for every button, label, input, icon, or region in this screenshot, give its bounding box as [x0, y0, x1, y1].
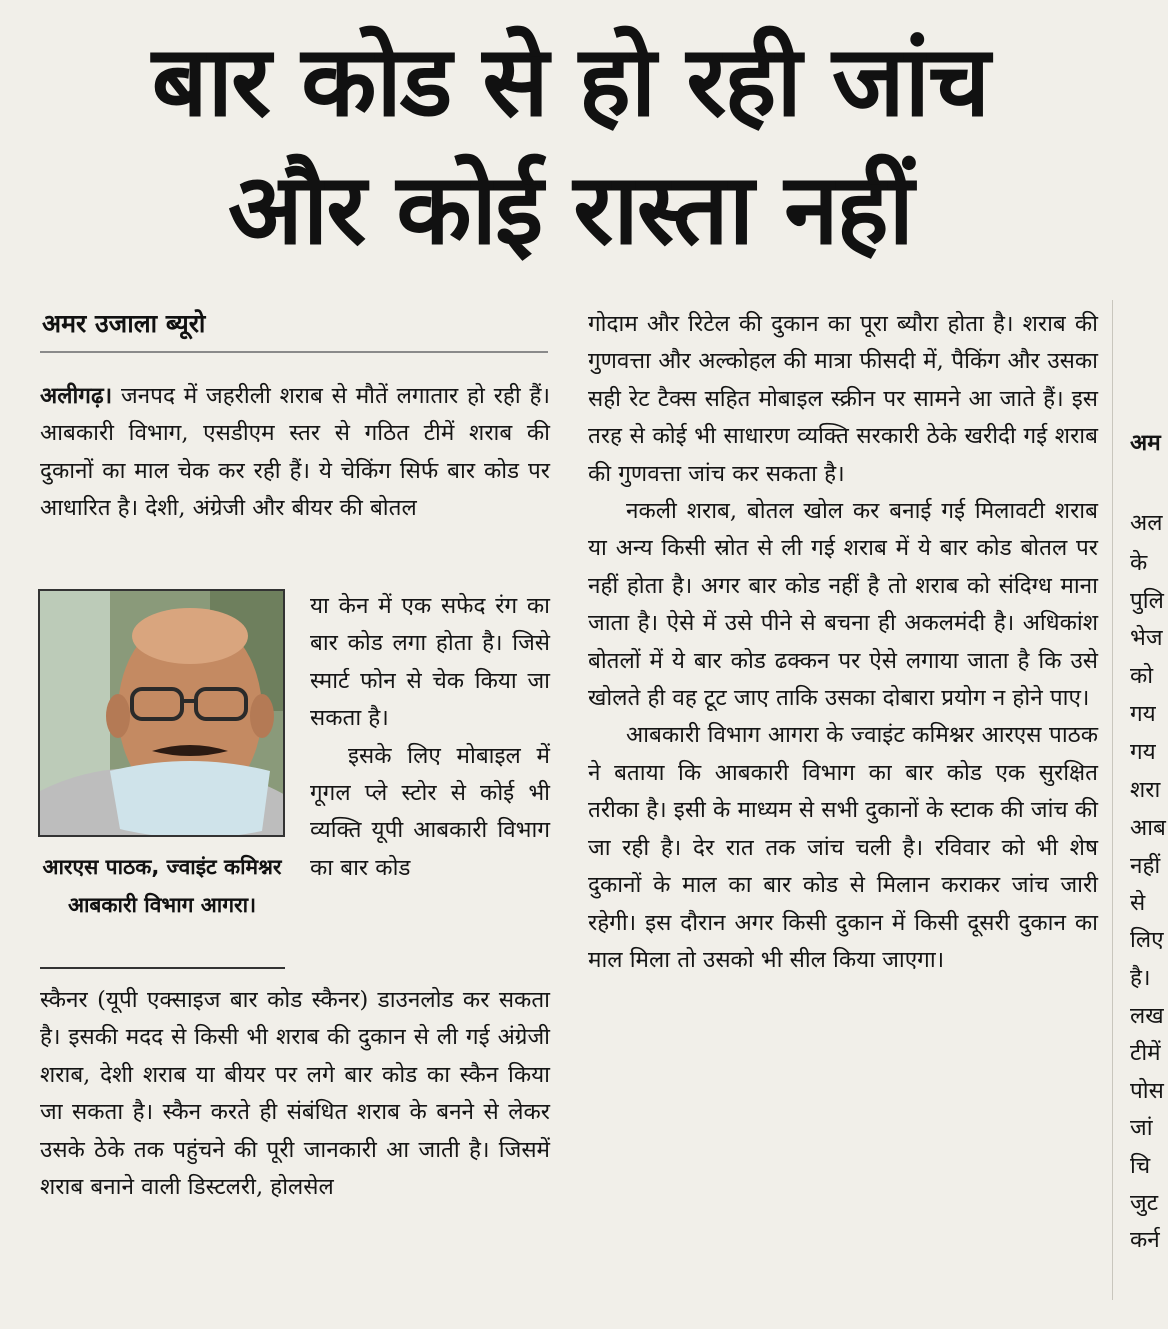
column-3-fragment: जां	[1130, 1115, 1153, 1141]
column-2-para-1: गोदाम और रिटेल की दुकान का पूरा ब्यौरा होता है। शराब की गुणवत्ता और अल्कोहल की मात्रा फीसदी में, पैकिंग और उसका सही रेट टैक्स सहित मोबाइल स्क्रीन पर सामने आ जाते हैं। इस तरह से कोई भी साधारण व्यक्ति सरकारी ठेके खरीदी गई शराब की गुणवत्ता जांच कर सकता है।	[588, 311, 1098, 487]
caption-divider	[40, 967, 285, 969]
portrait-photo	[38, 589, 285, 837]
column-2	[588, 306, 1098, 979]
column-1-wrap	[310, 588, 550, 887]
column-1-top	[40, 378, 550, 528]
column-3-fragment: अल	[1130, 510, 1163, 536]
column-3-fragment: गय	[1130, 701, 1156, 727]
headline-line-2: और कोई रास्ता नहीं	[227, 153, 913, 267]
headline-line-1: बार कोड से हो रही जांच	[151, 25, 989, 139]
column-3-fragment: जुट	[1130, 1190, 1159, 1216]
dateline: अलीगढ़।	[40, 383, 113, 409]
column-3-fragment: पुलि	[1130, 588, 1164, 614]
column-3-fragment: को	[1130, 663, 1154, 689]
column-3-fragment: अम	[1130, 430, 1161, 456]
column-3-fragment: गय	[1130, 739, 1156, 765]
column-3-fragment: शरा	[1130, 777, 1161, 803]
column-3-fragment: लख	[1130, 1003, 1164, 1029]
column-1-wrap-text-2: इसके लिए मोबाइल में गूगल प्ले स्टोर से कोई भी व्यक्ति यूपी आबकारी विभाग का बार कोड	[310, 742, 550, 881]
column-3-fragment: लिए	[1130, 927, 1164, 953]
byline-divider	[40, 351, 548, 353]
column-2-para-2: नकली शराब, बोतल खोल कर बनाई गई मिलावटी शराब या अन्य किसी स्रोत से ली गई शराब में ये बार कोड बोतल पर नहीं होता है। अगर बार कोड नहीं है तो शराब को संदिग्ध माना जाता है। ऐसे में उसे पीने से बचना ही अकलमंदी है। अधिकांश बोतलों में ये बार कोड ढक्कन पर ऐसे लगाया जाता है कि उसे खोलते ही वह टूट जाए ताकि उसका दोबारा प्रयोग न होने पाए।	[588, 498, 1098, 712]
column-3-fragment: से	[1130, 890, 1146, 916]
byline: अमर उजाला ब्यूरो	[42, 309, 206, 338]
column-3-fragment: नहीं	[1130, 853, 1161, 879]
column-3-fragment: टीमें	[1130, 1040, 1161, 1066]
column-3-fragment: है।	[1130, 965, 1151, 991]
column-3-fragment: कर्न	[1130, 1227, 1160, 1253]
column-1-bottom-text: स्कैनर (यूपी एक्साइज बार कोड स्कैनर) डाउनलोड कर सकता है। इसकी मदद से किसी भी शराब की दुकान से ली गई अंग्रेजी शराब, देशी शराब या बीयर पर लगे बार कोड का स्कैन किया जा सकता है। स्कैन करते ही संबंधित शराब के बनने से लेकर उसके ठेके तक पहुंचने की पूरी जानकारी आ जाती है। जिसमें शराब बनाने वाली डिस्टलरी, होलसेल	[40, 987, 550, 1201]
column-3-fragment: के	[1130, 550, 1148, 576]
column-1-bottom	[40, 982, 550, 1206]
portrait-photo-icon	[40, 591, 285, 837]
column-divider	[1112, 300, 1113, 1300]
photo-caption: आरएस पाठक, ज्वाइंट कमिश्नर आबकारी विभाग आगरा।	[42, 855, 282, 917]
column-3-fragment: आब	[1130, 815, 1166, 841]
column-3-fragment: भेज	[1130, 625, 1163, 651]
column-1-wrap-text-1: या केन में एक सफेद रंग का बार कोड लगा होता है। जिसे स्मार्ट फोन से चेक किया जा सकता है।	[310, 593, 550, 732]
headline	[0, 18, 1140, 274]
column-3-fragment: पोस	[1130, 1078, 1164, 1104]
column-1-top-text: जनपद में जहरीली शराब से मौतें लगातार हो रही हैं। आबकारी विभाग, एसडीएम स्तर से गठित टीमें शराब की दुकानों का माल चेक कर रही हैं। ये चेकिंग सिर्फ बार कोड पर आधारित है। देशी, अंग्रेजी और बीयर की बोतल	[40, 383, 550, 522]
column-3-fragment: चि	[1130, 1153, 1151, 1179]
column-2-para-3: आबकारी विभाग आगरा के ज्वाइंट कमिश्नर आरएस पाठक ने बताया कि आबकारी विभाग का बार कोड एक सुरक्षित तरीका है। इसी के माध्यम से सभी दुकानों के स्टाक की जांच की जा रही है। देर रात तक जांच चली है। रविवार को भी शेष दुकानों के माल का बार कोड से मिलान कराकर जांच जारी रहेगी। इस दौरान अगर किसी दुकान में किसी दूसरी दुकान का माल मिला तो उसको भी सील किया जाएगा।	[588, 722, 1098, 973]
